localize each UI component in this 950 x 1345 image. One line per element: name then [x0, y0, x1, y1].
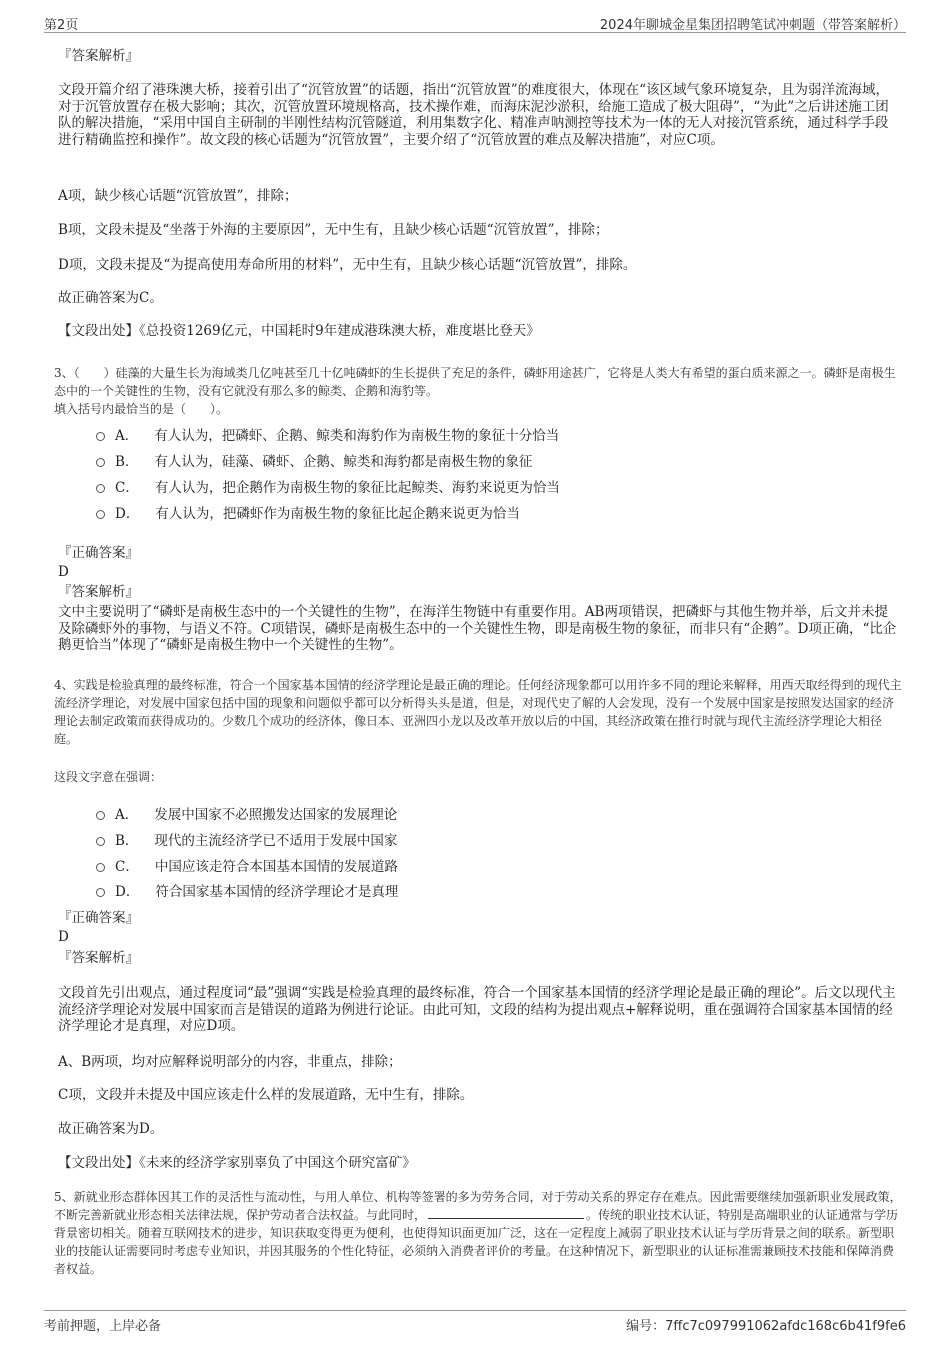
radio-icon[interactable]: [96, 432, 105, 441]
footer-slogan: 考前押题，上岸必备: [44, 1319, 162, 1334]
page-header: [44, 12, 906, 33]
q3-stem: 3、（ ）硅藻的大量生长为海域类几亿吨甚至几十亿吨磷虾的生长提供了充足的条件，磷虾用途甚广，它将是人类大有希望的蛋白质来源之一。磷虾是南极生态中的一个关键性的生物，没有它就没有那么多的鲸类、企鹅和海豹等。: [54, 366, 896, 398]
q4-option-c[interactable]: C． 中国应该走符合本国基本国情的发展道路: [96, 855, 398, 875]
sec1-option-a-analysis: A项，缺少核心话题“沉管放置”，排除；: [58, 188, 298, 204]
radio-icon[interactable]: [96, 837, 105, 846]
q4-conclusion: 故正确答案为D。: [58, 1121, 164, 1137]
fill-in-blank[interactable]: [428, 1206, 584, 1219]
radio-icon[interactable]: [96, 458, 105, 467]
q3-option-c[interactable]: C． 有人认为，把企鹅作为南极生物的象征比起鲸类、海豹来说更为恰当: [96, 476, 560, 496]
q4-option-c-analysis: C项，文段并未提及中国应该走什么样的发展道路，无中生有，排除。: [58, 1087, 474, 1103]
q4-prompt: 这段文字意在强调：: [54, 770, 163, 784]
sec1-analysis-paragraph: 文段开篇介绍了港珠澳大桥，接着引出了“沉管放置”的话题，指出“沉管放置”的难度很大，体现在“该区域气象环境复杂，且为弱洋流海域，对于沉管放置存在极大影响；其次，沉管放置环境规格高，技术操作难，而海床泥沙淤积，给施工造成了极大阻碍”，“为此”之后讲述施工团队的解决措施，“采用中国自主研制的半刚性结构沉管隧道，利用集数字化、精准声呐测控等技术为一体的无人对接沉管系统，通过科学手段进行精确监控和操作”。故文段的核心话题为“沉管放置”，主要介绍了“沉管放置的难点及解决措施”，对应C项。: [58, 82, 890, 148]
q3-analysis-label: 『答案解析』: [58, 584, 139, 600]
q4-answer-label: 『正确答案』: [58, 910, 139, 926]
q4-option-a[interactable]: A． 发展中国家不必照搬发达国家的发展理论: [96, 803, 397, 823]
q5-stem: 5、新就业形态群体因其工作的灵活性与流动性，与用人单位、机构等签署的多为劳务合同，对于劳动关系的界定存在难点。因此需要继续加强新职业发展政策，不断完善新就业形态相关法律法规，保护劳动者合法权益。与此同时， 。传统的职业技术认证，特别是高端职业的认证通常与学历背景密切相关。随着互联网技术的进步，知识获取变得更为便利，也使得知识面更加广泛，这在一定程度上减弱了职业技术认证与学历背景之间的联系。新型职业的技能认证需要同时考虑专业知识，并因其服务的个性化特征，必须纳入消费者评价的考量。在这种情况下，新型职业的认证标准需兼顾技术技能和保障消费者权益。: [54, 1190, 902, 1276]
q4-source: 【文段出处】《未来的经济学家别辜负了中国这个研究富矿》: [58, 1155, 416, 1171]
q3-analysis: 文中主要说明了“磷虾是南极生态中的一个关键性的生物”，在海洋生物链中有重要作用。AB两项错误，把磷虾与其他生物并举，后文并未提及除磷虾外的事物，与语义不符。C项错误，磷虾是南极生态中的一个关键性生物，即是南极生物的象征，而非只有“企鹅”。D项正确，“比企鹅更恰当”体现了“磷虾是南极生物中一个关键性的生物”。: [58, 604, 897, 653]
radio-icon[interactable]: [96, 863, 105, 872]
sec1-source: 【文段出处】《总投资1269亿元，中国耗时9年建成港珠澳大桥，难度堪比登天》: [58, 323, 540, 339]
sec1-option-d-analysis: D项，文段未提及“为提高使用寿命所用的材料”，无中生有，且缺少核心话题“沉管放置”，排除。: [58, 257, 637, 273]
page-footer: [44, 1310, 906, 1335]
q3-answer-label: 『正确答案』: [58, 545, 139, 561]
q3-option-a[interactable]: A． 有人认为，把磷虾、企鹅、鲸类和海豹作为南极生物的象征十分恰当: [96, 424, 559, 444]
q4-option-d[interactable]: D． 符合国家基本国情的经济学理论才是真理: [96, 880, 398, 900]
q3-answer: D: [58, 564, 69, 580]
q4-answer: D: [58, 929, 69, 945]
q3-option-b[interactable]: B． 有人认为，硅藻、磷虾、企鹅、鲸类和海豹都是南极生物的象征: [96, 450, 532, 470]
document-code: 编号：7ffc7c097991062afdc168c6b41f9fe6: [626, 1319, 906, 1334]
q3-prompt: 填入括号内最恰当的是（ ）。: [54, 402, 229, 416]
document-title: 2024年聊城金星集团招聘笔试冲刺题（带答案解析）: [599, 18, 906, 33]
radio-icon[interactable]: [96, 484, 105, 493]
q4-stem: 4、实践是检验真理的最终标准，符合一个国家基本国情的经济学理论是最正确的理论。任何经济现象都可以用许多不同的理论来解释，用西天取经得到的现代主流经济学理论，对发展中国家包括中国的现象和问题似乎都可以分析得头头是道，但是，对现代史了解的人会发现，没有一个发展中国家是按照发达国家的经济理论去制定政策而获得成功的。少数几个成功的经济体，像日本、亚洲四小龙以及改革开放以后的中国，其经济政策在推行时就与现代主流经济学理论大相径庭。: [54, 678, 902, 746]
radio-icon[interactable]: [96, 510, 105, 519]
radio-icon[interactable]: [96, 888, 105, 897]
q4-option-ab-analysis: A、B两项，均对应解释说明部分的内容，非重点，排除；: [58, 1054, 402, 1070]
page-number: 第2页: [44, 18, 79, 33]
q4-analysis-label: 『答案解析』: [58, 950, 139, 966]
q4-analysis: 文段首先引出观点，通过程度词“最”强调“实践是检验真理的最终标准，符合一个国家基本国情的经济学理论是最正确的理论”。后文以现代主流经济学理论对发展中国家而言是错误的道路为例进行论证。由此可知，文段的结构为提出观点+解释说明，重在强调符合国家基本国情的经济学理论才是真理，对应D项。: [58, 985, 896, 1034]
q3-option-d[interactable]: D． 有人认为，把磷虾作为南极生物的象征比起企鹅来说更为恰当: [96, 502, 520, 522]
sec1-option-b-analysis: B项，文段未提及“坐落于外海的主要原因”，无中生有，且缺少核心话题“沉管放置”，排除；: [58, 222, 609, 238]
q4-option-b[interactable]: B． 现代的主流经济学已不适用于发展中国家: [96, 829, 397, 849]
sec1-analysis-label: 『答案解析』: [58, 48, 139, 64]
radio-icon[interactable]: [96, 811, 105, 820]
sec1-conclusion: 故正确答案为C。: [58, 290, 163, 306]
